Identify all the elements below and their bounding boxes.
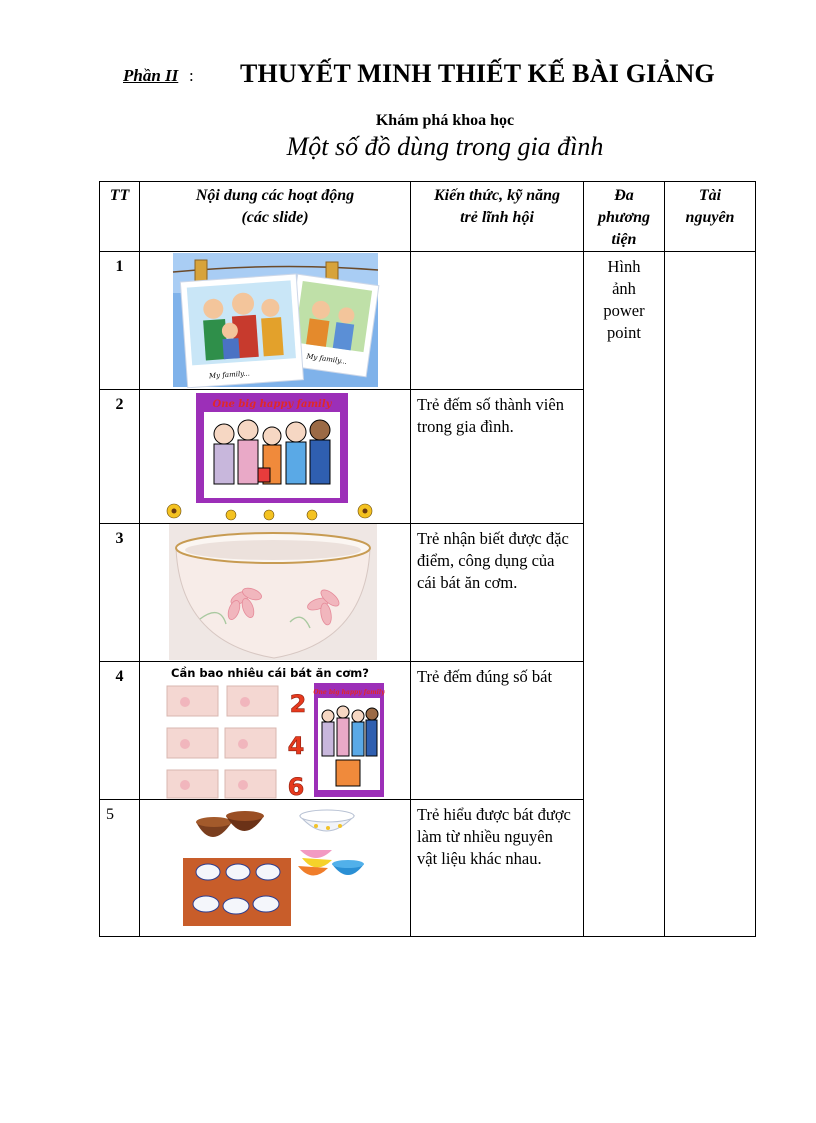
lesson-table — [99, 181, 756, 937]
topic-heading: Một số đồ dùng trong gia đình — [286, 132, 604, 161]
slide-cell — [140, 800, 411, 937]
resource-cell — [665, 252, 756, 937]
knowledge-cell: Trẻ hiểu được bát được làm từ nhiều nguyên vật liệu khác nhau. — [411, 800, 584, 937]
slide-cell — [140, 252, 411, 390]
header-media-line1: Đa — [614, 187, 634, 204]
header-media-line2: phương — [598, 209, 650, 226]
slide-cell — [140, 390, 411, 524]
media-line: power — [603, 301, 645, 320]
row-number: 1 — [100, 252, 140, 390]
header-knowledge-line1: Kiến thức, kỹ năng — [433, 187, 561, 204]
count-number-2: 2 — [289, 690, 307, 718]
happy-family-slide-image — [140, 390, 410, 523]
knowledge-cell: Trẻ đếm số thành viên trong gia đình. — [411, 390, 584, 524]
header-knowledge-line2: trẻ lĩnh hội — [460, 209, 534, 226]
row-number: 2 — [100, 390, 140, 524]
rice-bowl-slide-image — [140, 524, 410, 661]
header-resource-line1: Tài — [698, 187, 722, 204]
row-number: 4 — [100, 662, 140, 800]
media-line: Hình — [607, 257, 641, 276]
knowledge-cell — [411, 252, 584, 390]
media-line: point — [607, 323, 641, 342]
header-resource-line2: nguyên — [685, 209, 735, 226]
table-row — [100, 252, 756, 390]
knowledge-cell: Trẻ đếm đúng số bát — [411, 662, 584, 800]
header-resource — [665, 182, 756, 252]
row-number: 3 — [100, 524, 140, 662]
header-content-line1: Nội dung các hoạt động — [195, 187, 355, 204]
count-bowls-slide-image — [140, 662, 410, 799]
subject-heading: Khám phá khoa học — [375, 112, 515, 129]
header-media-line3: tiện — [611, 231, 637, 248]
header-tt: TT — [100, 182, 140, 252]
document-title: THUYẾT MINH THIẾT KẾ BÀI GIẢNG — [240, 59, 715, 88]
header-knowledge — [411, 182, 584, 252]
count-number-4: 4 — [287, 732, 305, 760]
header-media — [584, 182, 665, 252]
knowledge-cell: Trẻ nhận biết được đặc điểm, công dụng của cái bát ăn cơm. — [411, 524, 584, 662]
media-cell — [584, 252, 665, 937]
media-line: ảnh — [612, 279, 636, 298]
row-number: 5 — [100, 800, 140, 937]
table-header-row — [100, 182, 756, 252]
header-content — [140, 182, 411, 252]
slide-cell — [140, 662, 411, 800]
family-banner-small: One big happy family — [313, 689, 385, 696]
family-photos-slide-image — [140, 252, 410, 388]
count-number-6: 6 — [287, 773, 305, 799]
count-question: Cần bao nhiêu cái bát ăn cơm? — [171, 666, 369, 680]
bowl-materials-slide-image — [140, 800, 410, 936]
slide-cell — [140, 524, 411, 662]
header-content-line2: (các slide) — [241, 209, 309, 226]
family-banner: One big happy family — [212, 399, 332, 410]
part-colon: : — [189, 66, 194, 85]
part-label: Phần II — [123, 66, 179, 85]
photo-caption-right: My family... — [305, 352, 348, 366]
photo-caption-left: My family... — [208, 369, 251, 381]
